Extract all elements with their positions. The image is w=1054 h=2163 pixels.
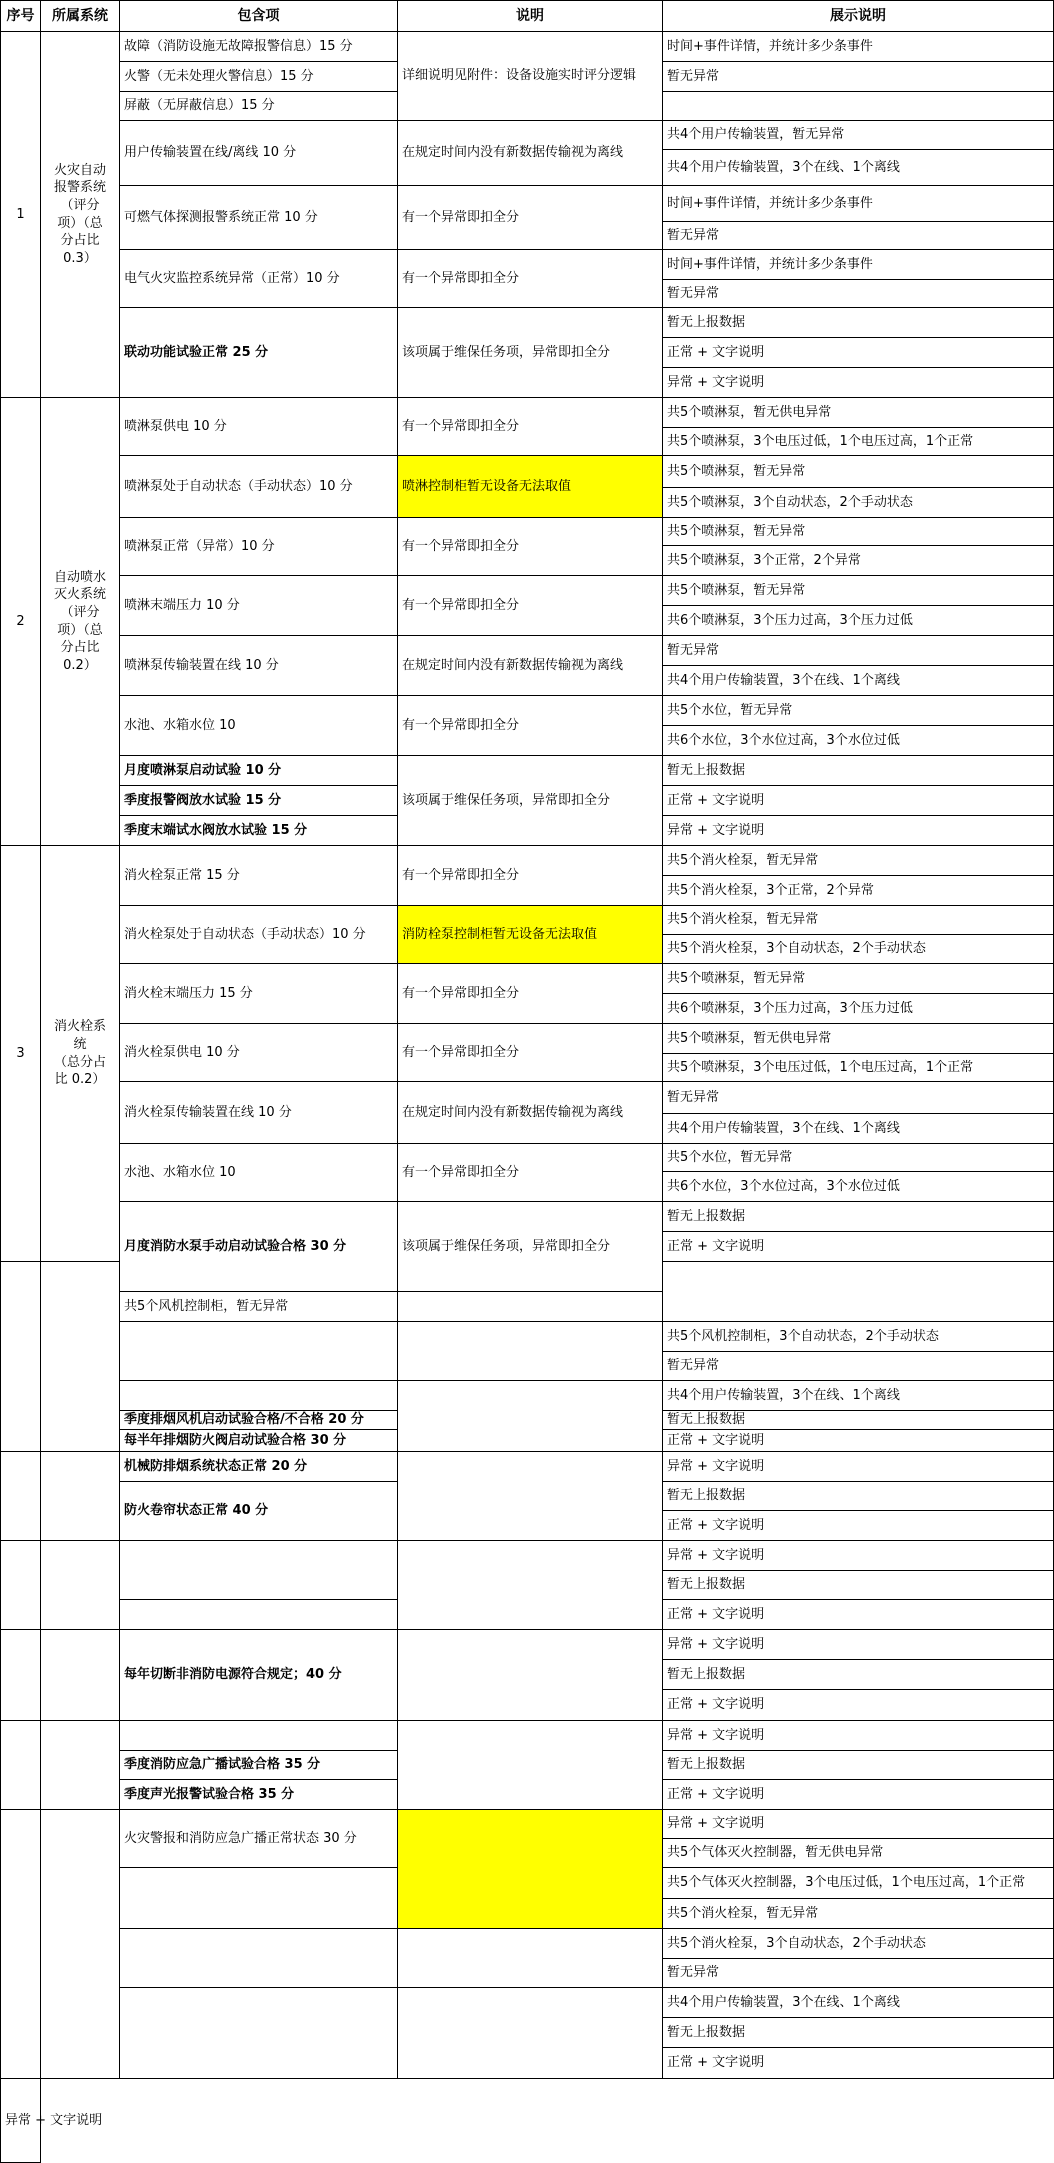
cell-item: 可燃气体探测报警系统正常 10 分 (120, 186, 398, 250)
cell-display: 共5个喷淋泵，暂无异常 (663, 518, 1054, 546)
cell-item: 火灾警报和消防应急广播正常状态 30 分 (120, 1810, 398, 1868)
table-row (1, 964, 1054, 994)
cell-item (120, 1600, 398, 1630)
cell-description: 有一个异常即扣全分 (398, 1144, 663, 1202)
cell-description (398, 1988, 663, 2079)
table-row (1, 1452, 1054, 1482)
cell-description: 该项属于维保任务项，异常即扣全分 (398, 308, 663, 398)
cell-display: 异常 + 文字说明 (663, 1721, 1054, 1751)
cell-description: 有一个异常即扣全分 (398, 846, 663, 906)
cell-display: 共5个喷淋泵，3个电压过低，1个电压过高，1个正常 (663, 1054, 1054, 1082)
cell-item: 喷淋泵传输装置在线 10 分 (120, 636, 398, 696)
cell-system (41, 1630, 120, 1721)
cell-description: 在规定时间内没有新数据传输视为离线 (398, 121, 663, 186)
cell-item: 喷淋泵正常（异常）10 分 (120, 518, 398, 576)
cell-display: 时间+事件详情，并统计多少条事件 (663, 32, 1054, 62)
cell-system (41, 1810, 120, 2079)
cell-description: 该项属于维保任务项，异常即扣全分 (398, 1202, 663, 1292)
cell-display: 共5个喷淋泵，暂无供电异常 (663, 1024, 1054, 1054)
cell-display: 异常 + 文字说明 (663, 1630, 1054, 1660)
cell-display: 共5个喷淋泵，3个正常，2个异常 (663, 546, 1054, 576)
table-row (1, 2079, 1054, 2163)
cell-description: 消防栓泵控制柜暂无设备无法取值 (398, 906, 663, 964)
cell-description (398, 1721, 663, 1810)
cell-item: 屏蔽（无屏蔽信息）15 分 (120, 92, 398, 121)
table-row (1, 1202, 1054, 1232)
cell-description: 喷淋控制柜暂无设备无法取值 (398, 456, 663, 518)
cell-item (663, 1262, 1054, 1322)
cell-item: 火警（无未处理火警信息）15 分 (120, 62, 398, 92)
table-row (1, 1810, 1054, 1839)
table-row (1, 1024, 1054, 1054)
cell-display: 正常 + 文字说明 (663, 1780, 1054, 1810)
cell-description (398, 1381, 663, 1452)
cell-item (120, 1322, 398, 1381)
cell-description: 有一个异常即扣全分 (398, 576, 663, 636)
table-row (1, 1381, 1054, 1411)
cell-display: 异常 + 文字说明 (663, 368, 1054, 398)
cell-display: 暂无上报数据 (663, 1571, 1054, 1600)
cell-display: 暂无异常 (663, 222, 1054, 250)
cell-item: 防火卷帘状态正常 40 分 (120, 1482, 398, 1541)
table-row (1, 518, 1054, 546)
table-row (1, 846, 1054, 876)
cell-display: 暂无上报数据 (663, 756, 1054, 786)
cell-display: 共5个喷淋泵，暂无供电异常 (663, 398, 1054, 428)
cell-item: 每半年排烟防火阀启动试验合格 30 分 (120, 1430, 398, 1452)
header-description: 说明 (398, 1, 663, 32)
cell-display: 共5个消火栓泵，3个自动状态，2个手动状态 (663, 1929, 1054, 1959)
cell-system (41, 1721, 120, 1810)
cell-display: 共5个喷淋泵，暂无异常 (663, 576, 1054, 606)
cell-description (398, 1810, 663, 1929)
cell-display: 暂无上报数据 (663, 2018, 1054, 2048)
table-row (1, 906, 1054, 935)
cell-system: 自动喷水 灭火系统 （评分 项）（总 分占比 0.2） (41, 398, 120, 846)
cell-description (398, 1452, 663, 1541)
table-row (1, 32, 1054, 62)
table-row (1, 756, 1054, 786)
cell-item: 月度消防水泵手动启动试验合格 30 分 (120, 1202, 398, 1292)
cell-item: 消火栓泵传输装置在线 10 分 (120, 1082, 398, 1144)
cell-item: 季度声光报警试验合格 35 分 (120, 1780, 398, 1810)
cell-item: 消火栓泵供电 10 分 (120, 1024, 398, 1082)
cell-display: 暂无异常 (663, 62, 1054, 92)
cell-display: 共6个喷淋泵，3个压力过高，3个压力过低 (663, 606, 1054, 636)
cell-display: 共4个用户传输装置，3个在线、1个离线 (663, 1114, 1054, 1144)
cell-display: 暂无上报数据 (663, 1482, 1054, 1511)
cell-display: 共5个消火栓泵，暂无异常 (663, 846, 1054, 876)
cell-item: 季度报警阀放水试验 15 分 (120, 786, 398, 816)
cell-display: 暂无上报数据 (663, 1660, 1054, 1690)
cell-description: 有一个异常即扣全分 (398, 186, 663, 250)
table-row (1, 1721, 1054, 1751)
cell-item: 喷淋末端压力 10 分 (120, 576, 398, 636)
cell-seq (1, 1541, 41, 1630)
cell-display: 暂无异常 (663, 280, 1054, 308)
cell-display: 正常 + 文字说明 (663, 1690, 1054, 1721)
cell-display: 正常 + 文字说明 (663, 1430, 1054, 1452)
header-row (1, 1, 1054, 32)
cell-display: 共5个喷淋泵，3个电压过低，1个电压过高，1个正常 (663, 428, 1054, 456)
cell-display: 共5个消火栓泵，暂无异常 (663, 906, 1054, 935)
cell-display: 暂无异常 (663, 1959, 1054, 1988)
cell-description (398, 1630, 663, 1721)
cell-system: 火灾自动 报警系统 （评分 项）（总 分占比 0.3） (41, 32, 120, 398)
cell-description: 有一个异常即扣全分 (398, 398, 663, 456)
cell-item: 联动功能试验正常 25 分 (120, 308, 398, 398)
cell-display: 共5个水位，暂无异常 (663, 696, 1054, 726)
cell-display: 共5个水位，暂无异常 (663, 1144, 1054, 1172)
cell-item: 喷淋泵处于自动状态（手动状态）10 分 (120, 456, 398, 518)
cell-display (663, 92, 1054, 121)
cell-display: 共4个用户传输装置，暂无异常 (663, 121, 1054, 150)
cell-display: 异常 + 文字说明 (663, 1452, 1054, 1482)
cell-display: 时间+事件详情，并统计多少条事件 (663, 186, 1054, 222)
cell-item: 机械防排烟系统状态正常 20 分 (120, 1452, 398, 1482)
cell-item (120, 1381, 398, 1411)
header-seq: 序号 (1, 1, 41, 32)
cell-display: 共5个消火栓泵，3个自动状态，2个手动状态 (663, 935, 1054, 964)
cell-display: 正常 + 文字说明 (663, 338, 1054, 368)
cell-display: 异常 + 文字说明 (1, 2079, 41, 2163)
header-item: 包含项 (120, 1, 398, 32)
table-row (1, 1988, 1054, 2018)
cell-display: 时间+事件详情，并统计多少条事件 (663, 250, 1054, 280)
cell-seq (1, 1262, 41, 1452)
cell-item: 消火栓泵正常 15 分 (120, 846, 398, 906)
cell-description: 有一个异常即扣全分 (398, 518, 663, 576)
cell-display: 共5个消火栓泵，暂无异常 (663, 1899, 1054, 1929)
cell-item (120, 1929, 398, 1988)
cell-display: 正常 + 文字说明 (663, 1511, 1054, 1541)
cell-item: 季度消防应急广播试验合格 35 分 (120, 1751, 398, 1780)
cell-description: 有一个异常即扣全分 (398, 964, 663, 1024)
cell-seq: 1 (1, 32, 41, 398)
cell-item: 电气火灾监控系统异常（正常）10 分 (120, 250, 398, 308)
cell-display: 共5个喷淋泵，暂无异常 (663, 456, 1054, 488)
cell-display: 共5个气体灭火控制器，3个电压过低，1个电压过高，1个正常 (663, 1868, 1054, 1899)
cell-description (398, 1541, 663, 1630)
cell-display: 暂无异常 (663, 1352, 1054, 1381)
cell-display: 暂无上报数据 (663, 1202, 1054, 1232)
cell-seq (1, 1721, 41, 1810)
cell-item (120, 1541, 398, 1600)
cell-display: 正常 + 文字说明 (663, 786, 1054, 816)
cell-display: 共4个用户传输装置，3个在线、1个离线 (663, 1988, 1054, 2018)
cell-seq: 3 (1, 846, 41, 1262)
cell-item: 季度末端试水阀放水试验 15 分 (120, 816, 398, 846)
cell-item (120, 1721, 398, 1751)
cell-system (41, 1541, 120, 1630)
cell-display: 正常 + 文字说明 (663, 1600, 1054, 1630)
cell-seq (1, 1630, 41, 1721)
cell-item: 消火栓泵处于自动状态（手动状态）10 分 (120, 906, 398, 964)
cell-item: 每年切断非消防电源符合规定；40 分 (120, 1630, 398, 1721)
cell-seq (1, 1810, 41, 2079)
table-row (1, 308, 1054, 338)
header-system: 所属系统 (41, 1, 120, 32)
table-row (1, 1322, 1054, 1352)
cell-description: 详细说明见附件：设备设施实时评分逻辑 (398, 32, 663, 121)
cell-display: 共4个用户传输装置，3个在线、1个离线 (663, 666, 1054, 696)
cell-display: 共5个喷淋泵，暂无异常 (663, 964, 1054, 994)
table-row (1, 1144, 1054, 1172)
table-row (1, 186, 1054, 222)
cell-display: 共6个水位，3个水位过高，3个水位过低 (663, 1172, 1054, 1202)
table-body (1, 32, 1054, 2163)
cell-item: 水池、水箱水位 10 (120, 696, 398, 756)
cell-item (120, 1868, 398, 1929)
cell-description: 有一个异常即扣全分 (398, 250, 663, 308)
table-row (1, 456, 1054, 488)
header-display: 展示说明 (663, 1, 1054, 32)
cell-description: 有一个异常即扣全分 (398, 696, 663, 756)
cell-display: 共5个消火栓泵，3个正常，2个异常 (663, 876, 1054, 906)
cell-display: 共4个用户传输装置，3个在线、1个离线 (663, 1381, 1054, 1411)
cell-display: 异常 + 文字说明 (663, 816, 1054, 846)
cell-seq (1, 1452, 41, 1541)
cell-display: 异常 + 文字说明 (663, 1810, 1054, 1839)
cell-display: 暂无异常 (663, 1082, 1054, 1114)
cell-seq: 2 (1, 398, 41, 846)
cell-display: 共6个水位，3个水位过高，3个水位过低 (663, 726, 1054, 756)
cell-item: 故障（消防设施无故障报警信息）15 分 (120, 32, 398, 62)
cell-display: 共5个风机控制柜，暂无异常 (120, 1292, 398, 1322)
cell-description: 有一个异常即扣全分 (398, 1024, 663, 1082)
table-row (1, 398, 1054, 428)
table-row (1, 636, 1054, 666)
cell-description (398, 1322, 663, 1381)
table-row (1, 121, 1054, 150)
table-row (1, 1541, 1054, 1571)
cell-display: 异常 + 文字说明 (663, 1541, 1054, 1571)
cell-description: 该项属于维保任务项，异常即扣全分 (398, 756, 663, 846)
cell-item: 喷淋泵供电 10 分 (120, 398, 398, 456)
cell-description: 在规定时间内没有新数据传输视为离线 (398, 636, 663, 696)
table-row (1, 696, 1054, 726)
cell-system (41, 1452, 120, 1541)
cell-item (120, 1988, 398, 2079)
cell-system (41, 1262, 120, 1452)
cell-display: 共5个风机控制柜，3个自动状态，2个手动状态 (663, 1322, 1054, 1352)
table-row (1, 1929, 1054, 1959)
cell-display: 暂无异常 (663, 636, 1054, 666)
cell-item: 月度喷淋泵启动试验 10 分 (120, 756, 398, 786)
cell-display: 暂无上报数据 (663, 1411, 1054, 1430)
cell-display: 共4个用户传输装置，3个在线、1个离线 (663, 150, 1054, 186)
cell-description: 在规定时间内没有新数据传输视为离线 (398, 1082, 663, 1144)
table-row (1, 1630, 1054, 1660)
cell-display: 暂无上报数据 (663, 1751, 1054, 1780)
cell-display: 正常 + 文字说明 (663, 1232, 1054, 1262)
cell-description (398, 1929, 663, 1988)
cell-system: 消火栓系 统 （总分占 比 0.2） (41, 846, 120, 1262)
cell-display: 暂无上报数据 (663, 308, 1054, 338)
cell-item: 季度排烟风机启动试验合格/不合格 20 分 (120, 1411, 398, 1430)
cell-display: 共6个喷淋泵，3个压力过高，3个压力过低 (663, 994, 1054, 1024)
cell-display: 共5个喷淋泵，3个自动状态，2个手动状态 (663, 488, 1054, 518)
cell-item: 水池、水箱水位 10 (120, 1144, 398, 1202)
table-row (1, 1082, 1054, 1114)
cell-item: 用户传输装置在线/离线 10 分 (120, 121, 398, 186)
cell-display: 共5个气体灭火控制器，暂无供电异常 (663, 1839, 1054, 1868)
cell-item: 消火栓末端压力 15 分 (120, 964, 398, 1024)
table-row (1, 576, 1054, 606)
table-row (1, 250, 1054, 280)
cell-display: 正常 + 文字说明 (663, 2048, 1054, 2079)
